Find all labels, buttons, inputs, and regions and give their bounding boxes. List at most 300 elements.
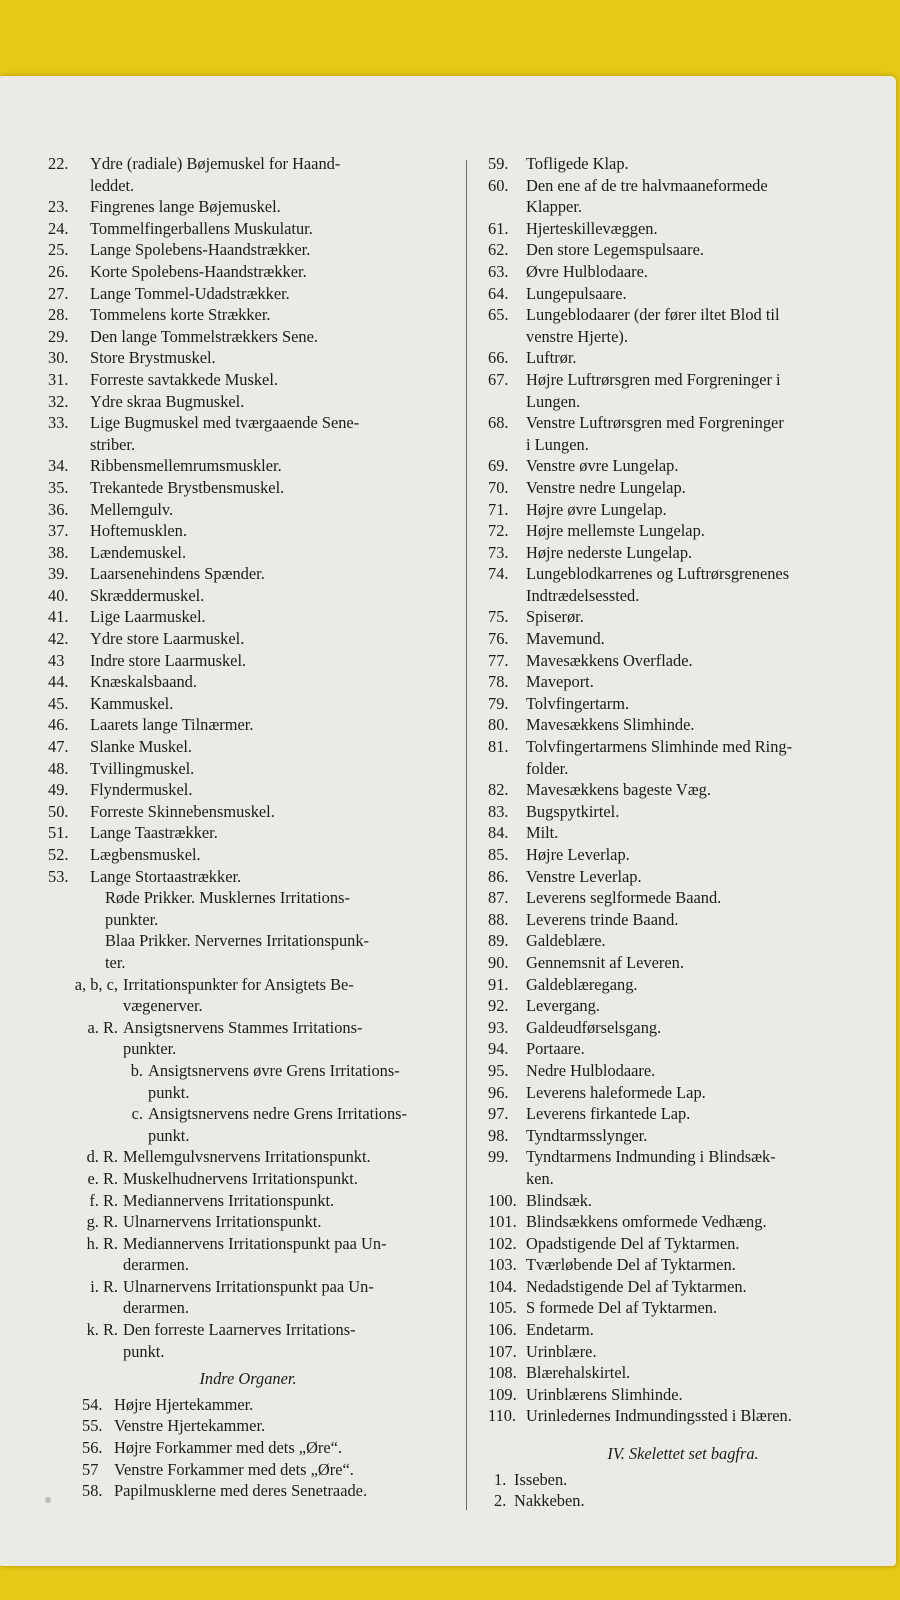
page-mark [45, 1497, 51, 1503]
item-text-line: Lange Stortaastrækker. [90, 866, 242, 886]
item-text-line: Venstre Leverlap. [526, 866, 642, 886]
list-item [48, 196, 448, 218]
item-text-line: Endetarm. [526, 1320, 594, 1340]
list-item [494, 1469, 878, 1491]
item-text [526, 1276, 878, 1298]
irritation-text-line: Irritationspunkter for Ansigtets Be- [123, 974, 354, 994]
item-text-line: Tolvfingertarm. [526, 693, 630, 713]
item-number: 36. [48, 499, 69, 519]
list-item [488, 693, 878, 715]
item-text [114, 1437, 448, 1459]
item-text [526, 239, 878, 261]
list-item [48, 650, 448, 672]
list-item [488, 369, 878, 412]
item-text-line: Lungeblodkarrenes og Luftrørsgrenenes [526, 564, 790, 584]
item-text-line: Store Brystmuskel. [90, 348, 216, 368]
irritation-text-line: punkt. [123, 1341, 165, 1361]
item-number: 23. [48, 197, 69, 217]
item-number: 26. [48, 261, 69, 281]
item-text [526, 1190, 878, 1212]
item-text-line: Lungepulsaare. [526, 283, 627, 303]
list-item [488, 714, 878, 736]
left-numbered-list [48, 153, 448, 887]
item-text [90, 347, 448, 369]
list-item [48, 347, 448, 369]
irritation-text [118, 1233, 448, 1276]
item-text [526, 779, 878, 801]
list-item [48, 822, 448, 844]
irritation-text [118, 1319, 448, 1362]
item-number: 22. [48, 154, 69, 173]
item-number: 40. [48, 585, 69, 605]
item-text-line: Blærehalskirtel. [526, 1363, 631, 1383]
item-text [514, 1490, 878, 1512]
list-item [488, 1362, 878, 1384]
list-item [48, 866, 448, 888]
item-number: 30. [48, 348, 69, 368]
item-text [526, 650, 878, 672]
list-item [488, 477, 878, 499]
item-number: 75. [488, 607, 509, 627]
irritation-text-line: Ansigtsnervens nedre Grens Irritations- [148, 1104, 407, 1124]
irritation-point-item [48, 1146, 448, 1168]
irritation-text-line: Mellemgulvsnervens Irritationspunkt. [123, 1147, 371, 1167]
list-item [48, 477, 448, 499]
item-text [526, 1103, 878, 1125]
list-item [488, 1103, 878, 1125]
legend-notes [48, 887, 448, 973]
item-text-line: Urinblærens Slimhinde. [526, 1384, 683, 1404]
irritation-code: k. R. [86, 1320, 118, 1340]
irritation-point-item [48, 1276, 448, 1319]
item-text [90, 304, 448, 326]
item-number: 33. [48, 413, 69, 433]
item-text [90, 606, 448, 628]
item-number: 63. [488, 261, 509, 281]
item-text [526, 1297, 878, 1319]
irritation-text-line: punkter. [123, 1039, 177, 1059]
item-number: 48. [48, 758, 69, 778]
item-text-line: S formede Del af Tyktarmen. [526, 1298, 718, 1318]
item-text-line: Lange Taastrækker. [90, 823, 218, 843]
list-item [488, 671, 878, 693]
item-number: 87. [488, 888, 509, 908]
irritation-point-item [48, 1017, 448, 1060]
item-text-line: Galdeblære. [526, 931, 606, 951]
item-text-line: Laarets lange Tilnærmer. [90, 715, 254, 735]
item-number: 102. [488, 1233, 517, 1253]
list-item [488, 736, 878, 779]
list-item [488, 930, 878, 952]
irritation-code: e. R. [87, 1168, 118, 1188]
legend-note-line: Røde Prikker. Musklernes Irritations- [105, 888, 350, 908]
item-text-line: leddet. [90, 175, 135, 195]
list-item [48, 326, 448, 348]
list-item [488, 455, 878, 477]
item-text-line: Nedre Hulblodaare. [526, 1060, 656, 1080]
irritation-code: d. R. [86, 1147, 118, 1167]
irritation-text [118, 974, 448, 1017]
item-text [526, 1362, 878, 1384]
column-divider [466, 160, 467, 1510]
list-item [48, 606, 448, 628]
item-text [90, 520, 448, 542]
item-number: 94. [488, 1039, 509, 1059]
list-item [488, 866, 878, 888]
item-text [114, 1415, 448, 1437]
item-text-line: Venstre Hjertekammer. [114, 1416, 266, 1436]
item-number: 97. [488, 1104, 509, 1124]
list-item [488, 153, 878, 175]
irritation-text-line: Ansigtsnervens øvre Grens Irritations- [148, 1060, 400, 1080]
list-item [48, 585, 448, 607]
item-text-line: Den lange Tommelstrækkers Sene. [90, 326, 318, 346]
item-number: 24. [48, 218, 69, 238]
item-number: 109. [488, 1384, 517, 1404]
item-text-line: Tyndtarmsslynger. [526, 1125, 648, 1145]
item-number: 68. [488, 413, 509, 433]
item-text [526, 1038, 878, 1060]
item-text-line: Isseben. [514, 1469, 568, 1489]
list-item [488, 628, 878, 650]
item-text-line: venstre Hjerte). [526, 326, 628, 346]
irritation-point-item [48, 1190, 448, 1212]
item-number: 89. [488, 931, 509, 951]
irritation-text-line: Ansigtsnervens Stammes Irritations- [123, 1017, 363, 1037]
item-text [526, 974, 878, 996]
list-item [488, 1146, 878, 1189]
list-item [488, 499, 878, 521]
item-number: 51. [48, 823, 69, 843]
list-item [48, 542, 448, 564]
item-text-line: Bugspytkirtel. [526, 801, 620, 821]
list-item [48, 779, 448, 801]
item-text-line: Den ene af de tre halvmaaneformede [526, 175, 768, 195]
list-item [48, 758, 448, 780]
item-text-line: ken. [526, 1168, 554, 1188]
item-text-line: Blindsækkens omformede Vedhæng. [526, 1212, 767, 1232]
item-number: 78. [488, 672, 509, 692]
item-number: 29. [48, 326, 69, 346]
item-text [526, 218, 878, 240]
item-text-line: Maveport. [526, 672, 594, 692]
item-text-line: Luftrør. [526, 348, 577, 368]
item-text-line: Tværløbende Del af Tyktarmen. [526, 1255, 736, 1275]
item-text-line: Forreste Skinnebensmuskel. [90, 801, 275, 821]
item-text [526, 455, 878, 477]
irritation-text [118, 1017, 448, 1060]
item-text-line: Gennemsnit af Leveren. [526, 952, 684, 972]
item-text-line: Lægbensmuskel. [90, 845, 201, 864]
item-number: 60. [488, 175, 509, 195]
item-number: 57 [82, 1459, 99, 1479]
section-heading-skelettet: IV. Skelettet set bagfra. [607, 1444, 759, 1464]
item-number: 105. [488, 1298, 517, 1318]
item-number: 55. [82, 1416, 103, 1436]
item-number: 90. [488, 952, 509, 972]
item-number: 69. [488, 456, 509, 476]
item-text [526, 1082, 878, 1104]
item-number: 76. [488, 629, 509, 649]
item-text-line: Leverens trinde Baand. [526, 909, 679, 929]
list-item [82, 1415, 448, 1437]
item-text-line: Højre Luftrørsgren med Forgreninger i [526, 369, 781, 389]
list-item [48, 714, 448, 736]
item-text [90, 693, 448, 715]
item-text-line: Urinblære. [526, 1341, 597, 1361]
item-number: 70. [488, 477, 509, 497]
item-text [526, 175, 878, 218]
list-item [48, 563, 448, 585]
item-text-line: Opadstigende Del af Tyktarmen. [526, 1233, 740, 1253]
item-number: 104. [488, 1276, 517, 1296]
item-number: 42. [48, 629, 69, 649]
irritation-text [118, 1190, 448, 1212]
item-text [526, 628, 878, 650]
list-item [488, 974, 878, 996]
irritation-point-item [48, 974, 448, 1017]
item-text [90, 412, 448, 455]
item-text [526, 412, 878, 455]
item-number: 81. [488, 737, 509, 757]
item-text-line: Lungeblodaarer (der fører iltet Blod til [526, 305, 780, 325]
item-text-line: Galdeblæregang. [526, 974, 638, 994]
item-text [526, 1254, 878, 1276]
item-number: 100. [488, 1190, 517, 1210]
item-text-line: Papilmusklerne med deres Senetraade. [114, 1481, 368, 1501]
item-text-line: Laarsenehindens Spænder. [90, 564, 265, 584]
list-item [48, 499, 448, 521]
item-text [90, 714, 448, 736]
item-number: 64. [488, 283, 509, 303]
item-text-line: Øvre Hulblodaare. [526, 261, 648, 281]
item-number: 50. [48, 801, 69, 821]
list-item [488, 1297, 878, 1319]
item-text-line: Milt. [526, 823, 559, 843]
list-item [48, 304, 448, 326]
item-text-line: Højre øvre Lungelap. [526, 499, 667, 519]
item-text [90, 736, 448, 758]
irritation-text-line: Den forreste Laarnerves Irritations- [123, 1320, 356, 1340]
item-text [526, 1060, 878, 1082]
list-item [488, 1233, 878, 1255]
item-text-line: Højre Leverlap. [526, 845, 630, 864]
item-text-line: Ribbensmellemrumsmuskler. [90, 456, 282, 476]
item-number: 46. [48, 715, 69, 735]
item-text-line: Højre Hjertekammer. [114, 1394, 254, 1414]
item-text [90, 477, 448, 499]
item-text [526, 909, 878, 931]
list-item [488, 1038, 878, 1060]
item-number: 61. [488, 218, 509, 238]
irritation-code: i. R. [90, 1276, 118, 1296]
item-text-line: Ydre (radiale) Bøjemuskel for Haand- [90, 154, 341, 173]
item-number: 108. [488, 1363, 517, 1383]
irritation-point-item [48, 1319, 448, 1362]
item-text-line: Indtrædelsessted. [526, 585, 640, 605]
list-item [48, 455, 448, 477]
item-text-line: Leverens seglformede Baand. [526, 888, 722, 908]
item-number: 38. [48, 542, 69, 562]
item-text [526, 542, 878, 564]
list-item [488, 650, 878, 672]
irritation-text-line: derarmen. [123, 1255, 189, 1275]
item-text [90, 261, 448, 283]
item-text [90, 326, 448, 348]
item-text [526, 995, 878, 1017]
item-text [526, 844, 878, 866]
list-item [48, 283, 448, 305]
irritation-code: g. R. [86, 1212, 118, 1232]
item-text [526, 714, 878, 736]
item-number: 91. [488, 974, 509, 994]
item-number: 2. [494, 1491, 507, 1511]
list-item [48, 412, 448, 455]
list-item [48, 239, 448, 261]
list-item [488, 1254, 878, 1276]
item-number: 82. [488, 780, 509, 800]
item-text-line: Tofligede Klap. [526, 154, 629, 173]
list-item [488, 606, 878, 628]
item-number: 25. [48, 240, 69, 260]
organ-list [48, 1394, 448, 1502]
item-text-line: Venstre Forkammer med dets „Øre“. [114, 1459, 354, 1479]
item-text [526, 369, 878, 412]
spacer [488, 1427, 878, 1437]
section-heading-indre-organer: Indre Organer. [199, 1369, 297, 1389]
item-number: 95. [488, 1060, 509, 1080]
irritation-point-list [48, 974, 448, 1363]
item-text-line: Lige Laarmuskel. [90, 607, 206, 627]
item-text [526, 499, 878, 521]
item-text-line: Venstre nedre Lungelap. [526, 477, 686, 497]
list-item [488, 1190, 878, 1212]
list-item [488, 1319, 878, 1341]
list-item [48, 628, 448, 650]
item-text [114, 1480, 448, 1502]
list-item [488, 1211, 878, 1233]
item-text-line: folder. [526, 758, 569, 778]
list-item [488, 909, 878, 931]
item-text-line: Spiserør. [526, 607, 584, 627]
list-item [48, 693, 448, 715]
item-text [526, 304, 878, 347]
item-text-line: Slanke Muskel. [90, 737, 192, 757]
list-item [488, 412, 878, 455]
item-text-line: Højre nederste Lungelap. [526, 542, 693, 562]
item-text [526, 520, 878, 542]
item-text [526, 866, 878, 888]
irritation-point-item [48, 1211, 448, 1233]
item-text-line: Knæskalsbaand. [90, 672, 197, 692]
list-item [488, 1341, 878, 1363]
item-text-line: Trekantede Brystbensmuskel. [90, 477, 285, 497]
item-text-line: Venstre øvre Lungelap. [526, 456, 679, 476]
item-text-line: Skræddermuskel. [90, 585, 205, 605]
item-text [90, 455, 448, 477]
irritation-point-item [48, 1060, 448, 1103]
item-text-line: Hjerteskillevæggen. [526, 218, 658, 238]
item-text-line: Tyndtarmens Indmunding i Blindsæk- [526, 1147, 776, 1167]
item-text [90, 499, 448, 521]
item-number: 39. [48, 564, 69, 584]
list-item [488, 779, 878, 801]
item-text-line: Lændemuskel. [90, 542, 187, 562]
list-item [48, 261, 448, 283]
item-number: 52. [48, 845, 69, 864]
irritation-text [118, 1146, 448, 1168]
item-text [526, 1384, 878, 1406]
item-number: 66. [488, 348, 509, 368]
list-item [488, 887, 878, 909]
list-item [488, 844, 878, 866]
list-item [488, 1017, 878, 1039]
item-text-line: Flyndermuskel. [90, 780, 193, 800]
right-column [488, 153, 878, 1512]
item-number: 103. [488, 1255, 517, 1275]
item-number: 62. [488, 240, 509, 260]
item-number: 54. [82, 1394, 103, 1414]
legend-note-line: punkter. [105, 909, 159, 929]
item-number: 86. [488, 866, 509, 886]
item-text-line: striber. [90, 434, 136, 454]
item-number: 43 [48, 650, 65, 670]
irritation-code: b. [130, 1060, 143, 1080]
item-number: 79. [488, 693, 509, 713]
item-text [114, 1459, 448, 1481]
item-text [90, 218, 448, 240]
item-text-line: Levergang. [526, 996, 600, 1016]
list-item [488, 261, 878, 283]
list-item [48, 671, 448, 693]
item-text [526, 1319, 878, 1341]
legend-note [48, 930, 448, 973]
item-text [526, 1341, 878, 1363]
item-text [526, 283, 878, 305]
item-number: 110. [488, 1406, 517, 1426]
left-column [48, 153, 448, 1502]
item-text [90, 585, 448, 607]
irritation-code: h. R. [86, 1233, 118, 1253]
item-text-line: Leverens haleformede Lap. [526, 1082, 706, 1102]
skeleton-list [488, 1469, 878, 1512]
item-number: 96. [488, 1082, 509, 1102]
irritation-text-line: Ulnarnervens Irritationspunkt paa Un- [123, 1276, 374, 1296]
item-text [526, 887, 878, 909]
irritation-text-line: punkt. [148, 1125, 190, 1145]
irritation-text [143, 1103, 448, 1146]
legend-note-line: ter. [105, 952, 126, 972]
item-text [90, 844, 448, 866]
item-text [114, 1394, 448, 1416]
item-text-line: Kammuskel. [90, 693, 174, 713]
irritation-text-line: vægenerver. [123, 996, 203, 1016]
list-item [48, 736, 448, 758]
item-number: 32. [48, 391, 69, 411]
item-text [90, 671, 448, 693]
irritation-point-item [48, 1233, 448, 1276]
list-item [82, 1480, 448, 1502]
item-text [90, 779, 448, 801]
item-text-line: Højre mellemste Lungelap. [526, 521, 705, 541]
list-item [488, 1125, 878, 1147]
irritation-point-item [48, 1103, 448, 1146]
item-text [526, 822, 878, 844]
right-numbered-list [488, 153, 878, 1427]
item-text [526, 347, 878, 369]
item-number: 84. [488, 823, 509, 843]
item-text [90, 239, 448, 261]
